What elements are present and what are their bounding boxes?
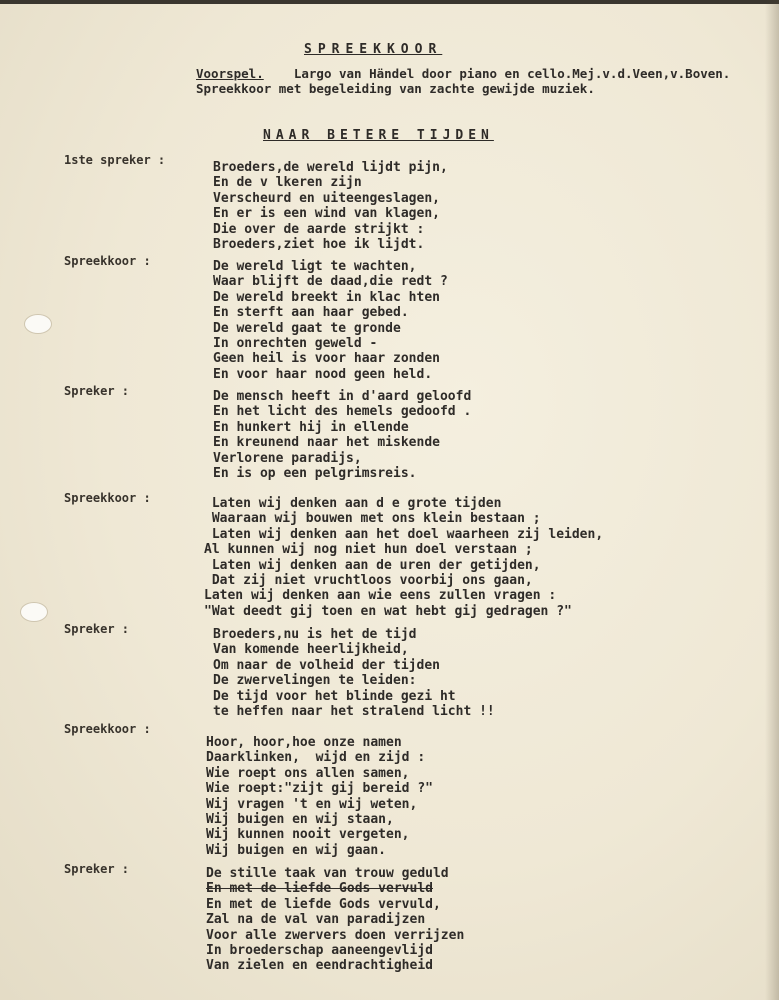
verse-line: In onrechten geweld - (213, 335, 378, 351)
verse-line: Laten wij denken aan de uren der getijden, (204, 557, 541, 573)
punch-hole (24, 314, 52, 334)
verse-line: Om naar de volheid der tijden (213, 657, 440, 673)
verse-line: Wij buigen en wij staan, (206, 811, 394, 827)
verse-line: te heffen naar het stralend licht !! (213, 703, 495, 719)
speaker-label: Spreker : (64, 622, 130, 636)
verse-block (213, 259, 448, 382)
verse-line: Broeders,nu is het de tijd (213, 627, 417, 642)
verse-block (206, 866, 464, 974)
verse-line: Verlorene paradijs, (213, 450, 362, 466)
verse-line: De wereld gaat te gronde (213, 320, 401, 336)
verse-line: Al kunnen wij nog niet hun doel verstaan ; (204, 542, 533, 558)
speaker-label: 1ste spreker : (64, 153, 166, 167)
speaker-label: Spreker : (64, 384, 130, 398)
top-edge (0, 0, 779, 4)
verse-block (213, 627, 495, 719)
verse-line: Voor alle zwervers doen verrijzen (206, 927, 465, 943)
verse-line: Wij buigen en wij gaan. (206, 842, 387, 858)
verse-line: Laten wij denken aan het doel waarheen zij leiden, (204, 526, 604, 542)
voorspel-label: Voorspel. (196, 66, 264, 81)
verse-line: De wereld ligt te wachten, (213, 259, 417, 274)
struck-verse-line: En met de liefde Gods vervuld (206, 881, 433, 897)
verse-line: De mensch heeft in d'aard geloofd (213, 389, 472, 404)
verse-line: En er is een wind van klagen, (213, 206, 440, 222)
verse-line: Dat zij niet vruchtloos voorbij ons gaan, (204, 572, 533, 588)
speaker-label: Spreekkoor : (64, 254, 151, 268)
verse-line: En is op een pelgrimsreis. (213, 465, 417, 481)
verse-line: Zal na de val van paradijzen (206, 912, 426, 928)
verse-line: Wie roept ons allen samen, (206, 765, 410, 781)
verse-line: En voor haar nood geen held. (213, 366, 433, 382)
verse-line: De stille taak van trouw geduld (206, 866, 449, 881)
verse-line: Waaraan wij bouwen met ons klein bestaan ; (204, 511, 541, 527)
section-title: NAAR BETERE TIJDEN (263, 128, 494, 143)
verse-line: En de v lkeren zijn (213, 175, 362, 191)
verse-line: Die over de aarde strijkt : (213, 221, 425, 237)
voorspel-text: Largo van Händel door piano en cello.Mej.v.d.Veen,v.Boven. (263, 66, 731, 81)
verse-line: Wij vragen 't en wij weten, (206, 796, 418, 812)
verse-line: Van zielen en eendrachtigheid (206, 958, 433, 974)
verse-line: Wij kunnen nooit vergeten, (206, 827, 410, 843)
verse-line: En het licht des hemels gedoofd . (213, 404, 472, 420)
verse-block (206, 735, 433, 858)
verse-line: Laten wij denken aan d e grote tijden (204, 496, 502, 511)
verse-line: Broeders,ziet hoe ik lijdt. (213, 236, 425, 252)
verse-line: Wie roept:"zijt gij bereid ?" (206, 781, 433, 797)
verse-line: En hunkert hij in ellende (213, 419, 409, 435)
speaker-label: Spreekkoor : (64, 722, 151, 736)
verse-line: En sterft aan haar gebed. (213, 305, 409, 321)
verse-line: De wereld breekt in klac hten (213, 289, 440, 305)
speaker-label: Spreekkoor : (64, 491, 151, 505)
verse-line: "Wat deedt gij toen en wat hebt gij gedragen ?" (204, 603, 572, 619)
verse-line: Laten wij denken aan wie eens zullen vragen : (204, 588, 557, 604)
verse-line: Hoor, hoor,hoe onze namen (206, 735, 402, 750)
speaker-label: Spreker : (64, 862, 130, 876)
right-edge-shadow (765, 0, 779, 1000)
verse-line: Broeders,de wereld lijdt pijn, (213, 160, 448, 175)
verse-line: En met de liefde Gods vervuld, (206, 896, 441, 912)
verse-line: De tijd voor het blinde gezi ht (213, 688, 456, 704)
verse-line: In broederschap aaneengevlijd (206, 942, 433, 958)
verse-block (213, 160, 448, 252)
verse-line: Waar blijft de daad,die redt ? (213, 274, 448, 290)
verse-line: De zwervelingen te leiden: (213, 673, 417, 689)
verse-line: En kreunend naar het miskende (213, 435, 440, 451)
verse-line: Van komende heerlijkheid, (213, 642, 409, 658)
verse-line: Daarklinken, wijd en zijd : (206, 750, 426, 766)
document-title: SPREEKKOOR (304, 42, 443, 57)
verse-block (213, 389, 471, 481)
verse-line: Geen heil is voor haar zonden (213, 351, 440, 367)
verse-block (204, 496, 603, 619)
punch-hole (20, 602, 48, 622)
intro-line-2: Spreekkoor met begeleiding van zachte gewijde muziek. (196, 81, 595, 96)
intro-block (196, 66, 730, 96)
verse-line: Verscheurd en uiteengeslagen, (213, 190, 440, 206)
